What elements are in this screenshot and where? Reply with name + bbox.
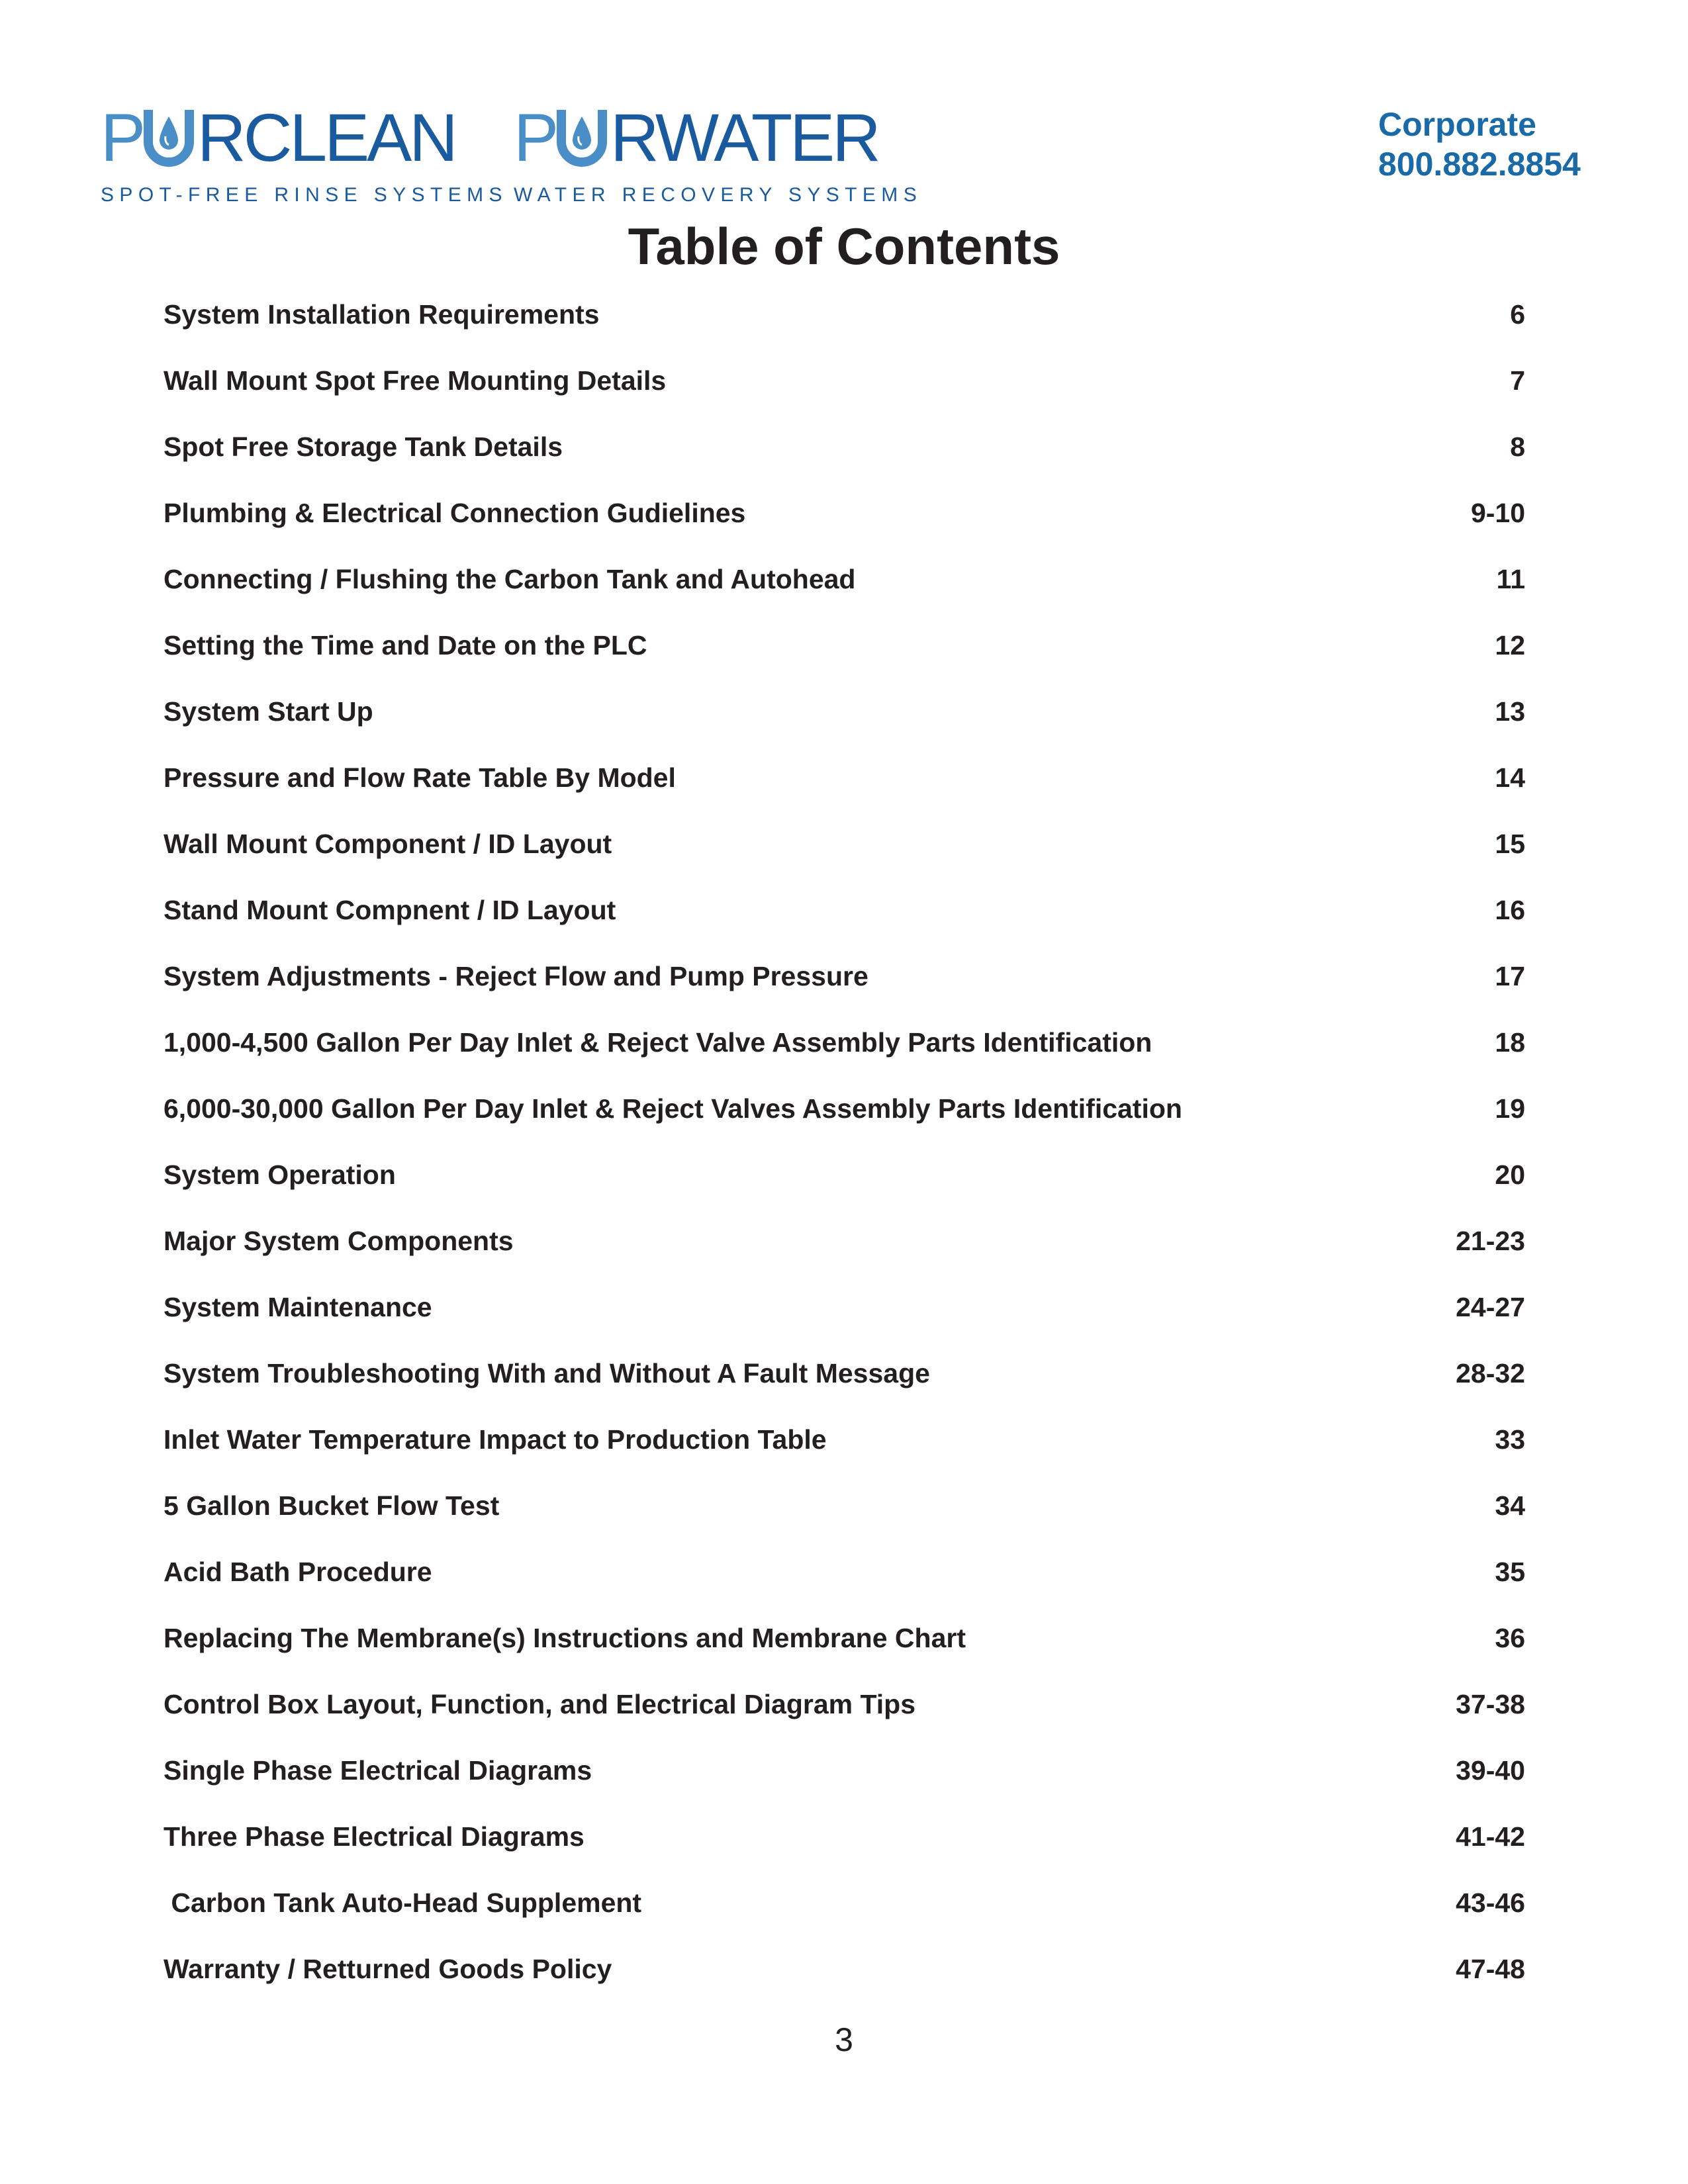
page-title: Table of Contents — [628, 217, 1060, 275]
toc-entry — [164, 1870, 1525, 1936]
toc-entry — [164, 745, 1525, 811]
toc-entry — [164, 1539, 1525, 1605]
toc-entry-page: 20 — [1495, 1159, 1525, 1190]
toc-entry — [164, 1340, 1525, 1406]
toc-entry — [164, 1605, 1525, 1671]
toc-entry-page: 34 — [1495, 1490, 1525, 1521]
purclean-tagline: SPOT-FREE RINSE SYSTEMS — [101, 184, 508, 206]
purwater-logo — [514, 100, 923, 206]
toc-entry-title: Stand Mount Compnent / ID Layout — [164, 894, 616, 925]
toc-entry-title: Inlet Water Temperature Impact to Production Table — [164, 1424, 827, 1455]
toc-entry-title: Connecting / Flushing the Carbon Tank and Autohead — [164, 563, 856, 594]
toc-entry — [164, 1406, 1525, 1473]
toc-entry-page: 36 — [1495, 1622, 1525, 1653]
toc-entry — [164, 1274, 1525, 1340]
toc-entry — [164, 281, 1525, 347]
toc-entry-title: System Operation — [164, 1159, 396, 1190]
toc-entry-page: 28-32 — [1456, 1357, 1525, 1388]
toc-entry-page: 37-38 — [1456, 1688, 1525, 1719]
toc-entry — [164, 612, 1525, 678]
toc-entry-page: 24-27 — [1456, 1291, 1525, 1322]
toc-entry-title: Replacing The Membrane(s) Instructions and Membrane Chart — [164, 1622, 966, 1653]
corporate-label: Corporate — [1378, 106, 1536, 143]
toc-entry — [164, 1142, 1525, 1208]
toc-entry-title: Warranty / Retturned Goods Policy — [164, 1953, 612, 1984]
toc-entry-page: 19 — [1495, 1093, 1525, 1124]
toc-entry-title: Plumbing & Electrical Connection Gudielines — [164, 497, 746, 528]
toc-entry-title: System Maintenance — [164, 1291, 432, 1322]
toc-entry-title: Control Box Layout, Function, and Electrical Diagram Tips — [164, 1688, 916, 1719]
purwater-p-letter: P — [514, 100, 557, 175]
purclean-logo — [101, 100, 508, 206]
toc-entry-page: 17 — [1495, 960, 1525, 991]
toc-entry-title: System Installation Requirements — [164, 298, 600, 330]
toc-entry — [164, 1737, 1525, 1803]
toc-entry-page: 8 — [1510, 431, 1525, 462]
purclean-wordmark — [101, 100, 458, 175]
toc-entry — [164, 811, 1525, 877]
toc-entry — [164, 414, 1525, 480]
toc-entry-title: 6,000-30,000 Gallon Per Day Inlet & Reject Valves Assembly Parts Identification — [164, 1093, 1182, 1124]
toc-entry-page: 39-40 — [1456, 1754, 1525, 1786]
toc-entry-title: Acid Bath Procedure — [164, 1556, 432, 1587]
toc-entry-page: 33 — [1495, 1424, 1525, 1455]
purwater-wordmark-rest: RWATER — [610, 100, 878, 175]
toc-entry-page: 13 — [1495, 696, 1525, 727]
corporate-phone: 800.882.8854 — [1378, 146, 1581, 183]
corporate-contact — [1378, 105, 1581, 184]
page-number: 3 — [835, 2021, 853, 2058]
toc-entry — [164, 1473, 1525, 1539]
toc-entry-title: System Troubleshooting With and Without A Fault Message — [164, 1357, 930, 1388]
toc-entry-page: 43-46 — [1456, 1887, 1525, 1918]
toc-entry-title: Spot Free Storage Tank Details — [164, 431, 563, 462]
toc-entry-title: Three Phase Electrical Diagrams — [164, 1821, 585, 1852]
water-drop-icon — [556, 105, 610, 171]
toc-entry — [164, 480, 1525, 546]
toc-entry — [164, 347, 1525, 414]
toc-entry-page: 11 — [1496, 563, 1525, 594]
toc-entry — [164, 877, 1525, 943]
table-of-contents — [164, 281, 1525, 2002]
purclean-p-letter: P — [101, 100, 144, 175]
toc-entry — [164, 546, 1525, 612]
toc-entry-page: 12 — [1495, 629, 1525, 660]
toc-entry-title: Setting the Time and Date on the PLC — [164, 629, 647, 660]
toc-entry-title: Wall Mount Spot Free Mounting Details — [164, 365, 667, 396]
toc-entry-page: 6 — [1510, 298, 1525, 330]
toc-entry-page: 9-10 — [1470, 497, 1525, 528]
toc-entry-page: 15 — [1495, 828, 1525, 859]
toc-entry-page: 7 — [1510, 365, 1525, 396]
toc-entry-page: 14 — [1495, 762, 1525, 793]
water-drop-icon — [143, 105, 197, 171]
toc-entry-page: 18 — [1495, 1026, 1525, 1058]
toc-entry-title: Pressure and Flow Rate Table By Model — [164, 762, 676, 793]
toc-entry-page: 16 — [1495, 894, 1525, 925]
toc-entry-page: 35 — [1495, 1556, 1525, 1587]
toc-entry — [164, 943, 1525, 1009]
toc-entry-title: System Adjustments - Reject Flow and Pump Pressure — [164, 960, 868, 991]
toc-entry — [164, 1208, 1525, 1274]
toc-entry-title: Carbon Tank Auto-Head Supplement — [164, 1887, 642, 1918]
toc-entry-title: 1,000-4,500 Gallon Per Day Inlet & Reject Valve Assembly Parts Identification — [164, 1026, 1152, 1058]
toc-entry-title: Single Phase Electrical Diagrams — [164, 1754, 592, 1786]
toc-entry — [164, 1671, 1525, 1737]
toc-entry-page: 47-48 — [1456, 1953, 1525, 1984]
toc-entry-title: Wall Mount Component / ID Layout — [164, 828, 612, 859]
toc-entry-title: Major System Components — [164, 1225, 514, 1256]
toc-entry-page: 41-42 — [1456, 1821, 1525, 1852]
toc-entry — [164, 1936, 1525, 2002]
toc-entry — [164, 1075, 1525, 1142]
toc-entry-title: 5 Gallon Bucket Flow Test — [164, 1490, 500, 1521]
purwater-tagline: WATER RECOVERY SYSTEMS — [514, 184, 923, 206]
toc-entry — [164, 678, 1525, 745]
toc-entry — [164, 1009, 1525, 1075]
purwater-wordmark — [514, 100, 884, 175]
toc-entry-page: 21-23 — [1456, 1225, 1525, 1256]
purclean-wordmark-rest: RCLEAN — [197, 100, 455, 175]
toc-entry — [164, 1803, 1525, 1870]
toc-entry-title: System Start Up — [164, 696, 373, 727]
